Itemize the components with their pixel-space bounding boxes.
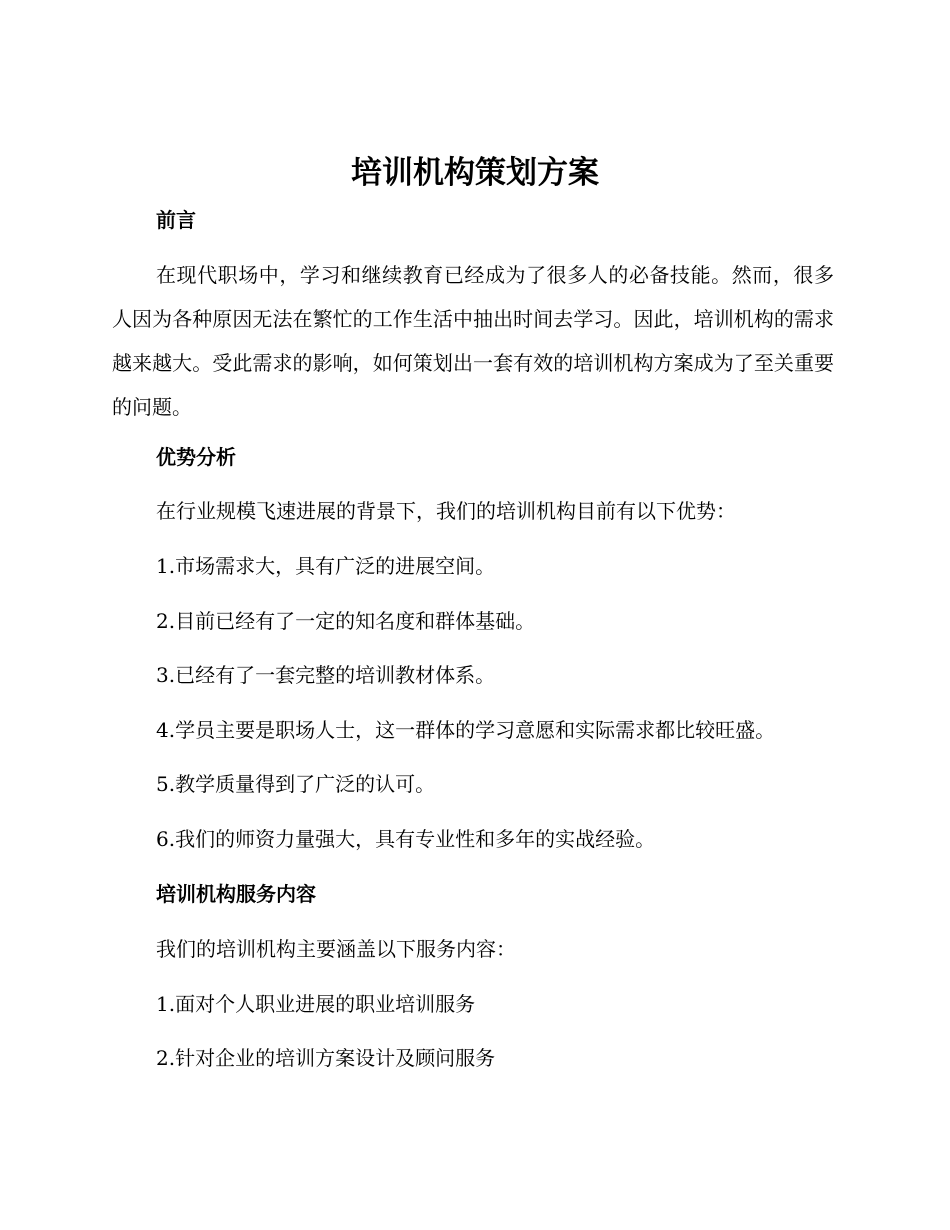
advantage-item-4: 4.学员主要是职场人士，这一群体的学习意愿和实际需求都比较旺盛。 (156, 718, 776, 742)
section-heading-preface: 前言 (156, 208, 196, 232)
advantage-item-6: 6.我们的师资力量强大，具有专业性和多年的实战经验。 (156, 827, 656, 851)
preface-paragraph: 在现代职场中，学习和继续教育已经成为了很多人的必备技能。然而，很多人因为各种原因无法在繁忙的工作生活中抽出时间去学习。因此，培训机构的需求越来越大。受此需求的影响，如何策划出一套有效的培训机构方案成为了至关重要的问题。 (112, 263, 834, 419)
advantage-item-3: 3.已经有了一套完整的培训教材体系。 (156, 663, 496, 687)
section-heading-advantages: 优势分析 (156, 445, 236, 469)
service-item-1: 1.面对个人职业进展的职业培训服务 (156, 992, 476, 1016)
advantage-item-2: 2.目前已经有了一定的知名度和群体基础。 (156, 609, 536, 633)
advantage-item-1: 1.市场需求大，具有广泛的进展空间。 (156, 554, 496, 578)
document-title: 培训机构策划方案 (351, 155, 599, 191)
section-heading-services: 培训机构服务内容 (156, 882, 316, 906)
advantages-intro: 在行业规模飞速进展的背景下，我们的培训机构目前有以下优势： (156, 499, 736, 523)
service-item-2: 2.针对企业的培训方案设计及顾问服务 (156, 1046, 496, 1070)
services-intro: 我们的培训机构主要涵盖以下服务内容： (156, 937, 516, 961)
advantage-item-5: 5.教学质量得到了广泛的认可。 (156, 772, 436, 796)
